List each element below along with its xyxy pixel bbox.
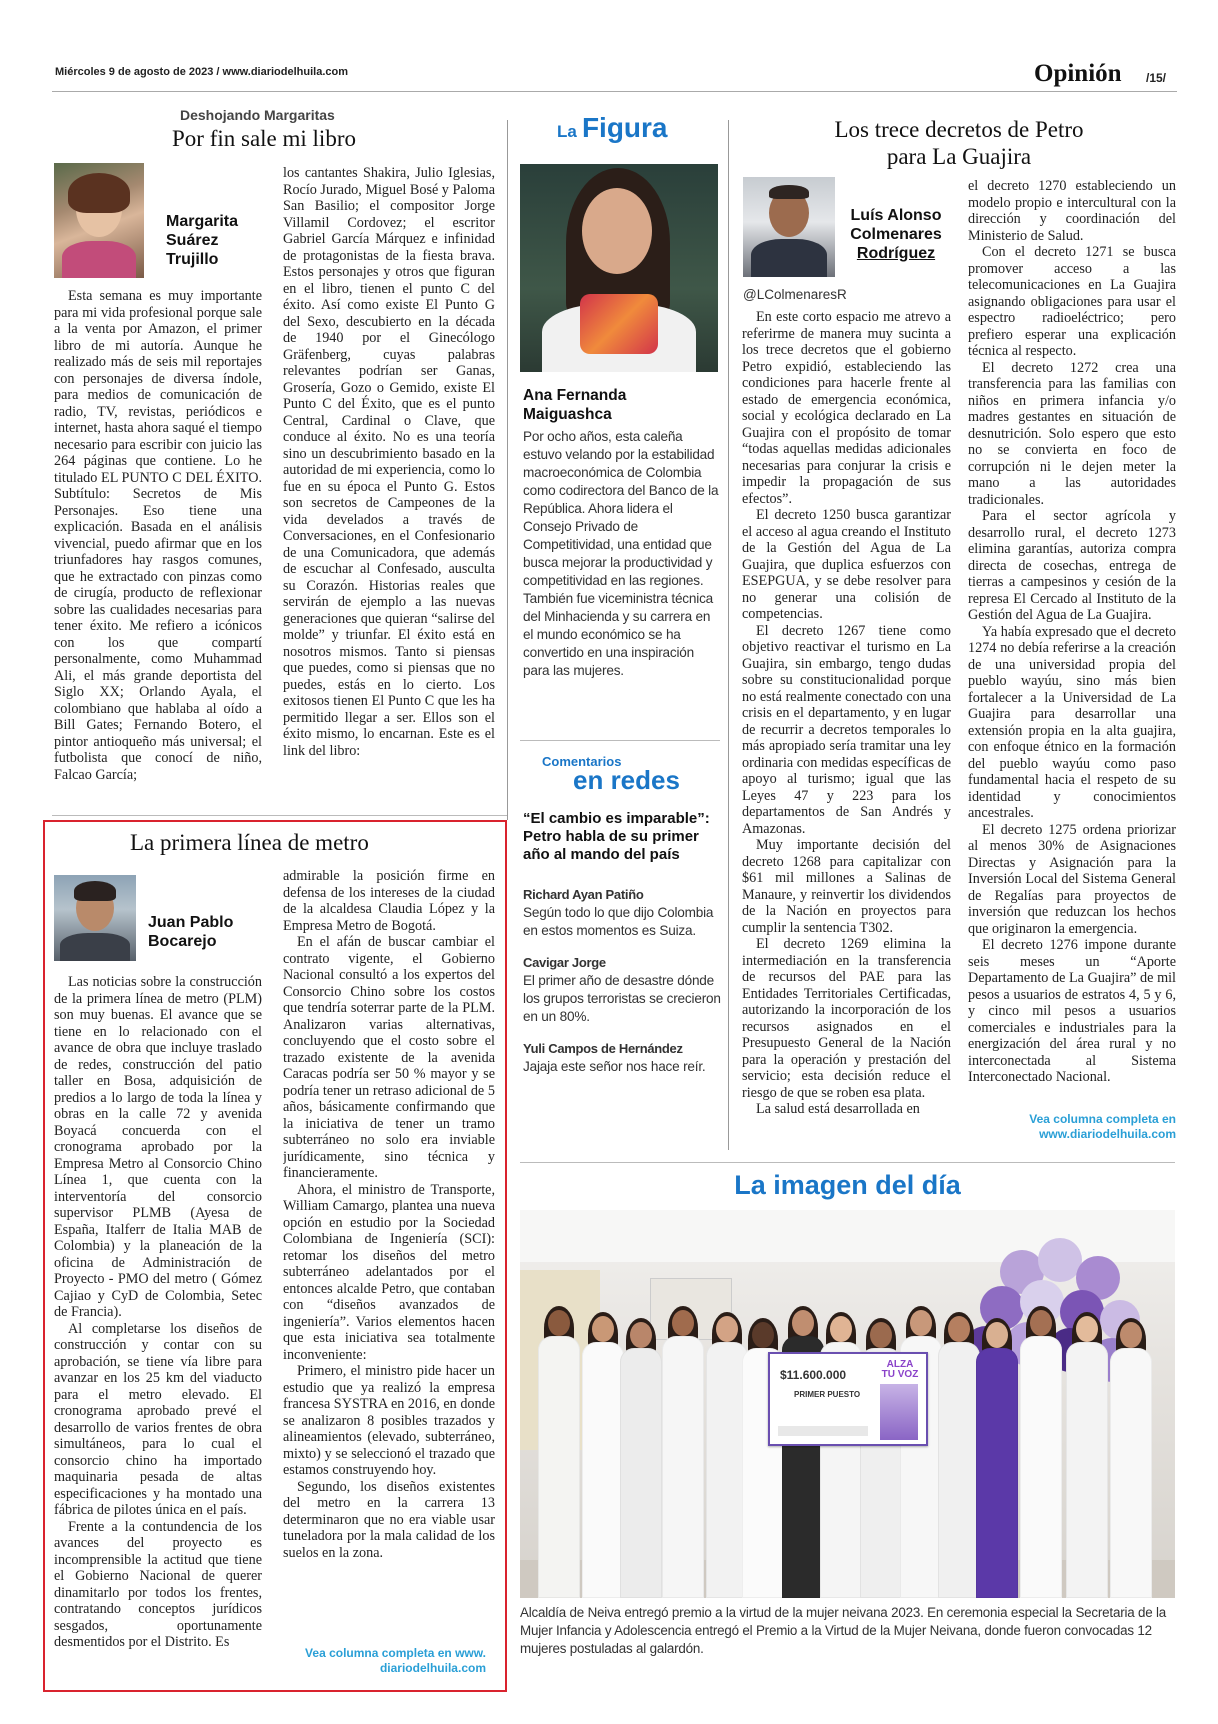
paragraph: Muy importante decisión del decreto 1268 para capitalizar con $61 mil millones a Salinas de Manaure, y reinvertir los dividendos de la Nación en proyectos para cumplir la sentencia T302. [742, 837, 951, 936]
comment-text: Jajaja este señor nos hace reír. [523, 1059, 706, 1074]
column-title: Por fin sale mi libro [172, 126, 356, 151]
article-title-metro: La primera línea de metro [130, 830, 369, 855]
article-body-left [54, 974, 262, 1674]
article-body-right [968, 178, 1176, 1108]
paragraph: Primero, el ministro pide hacer un estudio que ya realizó la empresa francesa SYSTRA en 2016, en donde se analizaron 8 posibles trazados y alineamientos (elevado, subterráneo, mixto) y se seleccionó el trazado que estamos construyendo hoy. [283, 1363, 495, 1478]
comment-user[interactable]: Yuli Campos de Hernández [523, 1041, 683, 1056]
paragraph: El decreto 1276 impone durante seis meses un “Aporte Departamento de La Guajira” de mil pesos a usuarios de estratos 4, 5 y 6, y cinco mil pesos a usuarios comerciales e industriales para la energización del área rural y no interconectada al Sistema Interconectado Nacional. [968, 937, 1176, 1085]
comment-item [523, 954, 721, 1026]
comment-item [523, 886, 721, 940]
paragraph: los cantantes Shakira, Julio Iglesias, Rocío Jurado, Miguel Bosé y Paloma San Basilio; el compositor Jorge Villamil Cordovez; el escritor Gabriel García Márquez e infinidad de protagonistas de la fiesta brava. Estos personajes y otros que figuran en el libro, tienen el punto C del éxito. Así como existe El Punto G del Sexo, descubierto en la década de 1940 por el Ginecólogo Gräfenberg, cuyas palabras relevantes podrían ser Ganas, Grosería, Gozo o Gemido, existe El Punto C del Éxito, que es el punto Central, Cardinal o Clave, que conduce al éxito. No es una teoría sino un descubrimiento basado en la autoridad de mi experiencia, como lo fue en su época el Punto G. Estos son secretos de Campeones de la vida develados a través de Conversaciones, en el Confesionario de una Comunicadora, que además de escuchar al Confesado, ausculta su Corazón. Historias reales que servirán de ejemplo a las nuevas generaciones que quieran “salirse del molde” y triunfar. El éxito está en nosotros mismos. Tanto si piensas que puedes, como si piensas que no puedes, estás en lo cierto. Los exitosos tienen El Punto C que les ha permitido llegar a ser. Ellos son el éxito mismo, lo encarnan. Este es el link del libro: [283, 165, 495, 759]
column-rule-2 [728, 120, 729, 1150]
comment-text: Según todo lo que dijo Colombia en estos momentos es Suiza. [523, 905, 714, 938]
article-body-left [742, 309, 951, 1147]
paragraph: admirable la posición firme en defensa de los intereses de la ciudad de la alcaldesa Claudia López y la Empresa Metro de Bogotá. [283, 868, 495, 934]
column-body-right [283, 165, 495, 810]
imagen-caption: Alcaldía de Neiva entregó premio a la virtud de la mujer neivana 2023. En ceremonia especial la Secretaria de la Mujer Infancia y Adolescencia entregó el Premio a la Virtud de la Mujer Neivana, donde fueron convocadas 12 mujeres postuladas al galardón. [520, 1605, 1167, 1656]
paragraph: El decreto 1269 elimina la intermediación en la transferencia de recursos del PAE para las Entidades Territoriales Certificadas, autorizando la incorporación de los recursos asignados en el Presupuesto General de la Nación para la operación y prestación del servicio; esta decisión reduce el riesgo de que se roben esa plata. [742, 936, 951, 1101]
page-number: /15/ [1146, 71, 1167, 85]
author-name: Juan Pablo Bocarejo [148, 914, 234, 950]
author-photo-colmenares [743, 177, 835, 277]
section-rule-redes [520, 740, 720, 741]
prize-check: $11.600.000 PRIMER PUESTO ALZA TU VOZ [768, 1352, 928, 1446]
paragraph: La salud está desarrollada en [756, 1101, 920, 1117]
figura-name: Ana Fernanda Maiguashca [523, 387, 627, 423]
paragraph: Al completarse los diseños de construcción y contar con su aprobación, se tiene vía libre para avanzar en los 25 km del viaducto para el metro elevado. El cronograma aprobado prevé el desarrollo de varios frentes de obra simultáneos, para lo cual el consorcio chino ha importado maquinaria pesada de altas especificaciones y ha montado una fábrica de pilotes única en el país. [54, 1320, 262, 1518]
paragraph: Para el sector agrícola y desarrollo rural, el decreto 1273 elimina garantías, autoriza compra directa de cosechas, entrega de tierras a campesinos y cesión de la represa El Cercado al Instituto de la Gestión del Agua de La Guajira. [968, 508, 1176, 623]
section-rule-imagen [520, 1162, 1175, 1163]
imagen-title: La imagen del día [734, 1170, 961, 1200]
read-more-link[interactable]: Vea columna completa en www.diariodelhuila.com [1029, 1112, 1176, 1141]
article-title-decretos: Los trece decretos de Petro para La Guajira [834, 117, 1084, 169]
paragraph: El decreto 1272 crea una transferencia para las familias con niños en primera infancia y/o madres gestantes en situación de desnutrición. Solo espero que esto no se convierta en foco de corrupción ni le dejen meter la mano a las autoridades tradicionales. [968, 359, 1176, 508]
column-body-left [54, 288, 262, 808]
header-rule [52, 91, 1177, 92]
paragraph: Las noticias sobre la construcción de la primera línea de metro (PLM) son muy buenas. El avance que se tiene en lo relacionado con el avance de obra que incluye traslado de redes, construcción del patio taller en Bosa, adquisición de predios a lo largo de toda la línea y obras en la calle 72 y avenida Boyacá concuerda con el cronograma aprobado por la Empresa Metro al Consorcio Chino Línea 1, que cuenta con la interventoría del consorcio supervisor PLMB (Ayesa de España, Italferr de Italia MAB de Colombia) y la planeación de la oficina de Administración de Proyecto - PMO del metro ( Gómez Cajiao y CyD de Colombia, Setec de Francia). [54, 974, 262, 1320]
read-more-link[interactable]: Vea columna completa en www. diariodelhuila.com [305, 1646, 486, 1675]
paragraph: Ahora, el ministro de Transporte, William Camargo, plantea una nueva opción en estudio por la Sociedad Colombiana de Ingeniería (SCI): retomar los diseños del metro subterráneo adelantados por el entonces alcalde Petro, que contaban con “diseños avanzados de ingeniería”. Varios elementos hacen que esta iniciativa sea totalmente inconveniente: [283, 1181, 495, 1363]
paragraph: En el afán de buscar cambiar el contrato vigente, el Gobierno Nacional consultó a los expertos del Consorcio Chino sobre los costos que tendría soterrar parte de la PLM. Analizaron varias alternativas, concluyendo que el costo sobre el trazado existente de la avenida Caracas podría ser 50 % mayor y se podría tener un retraso adicional de 5 años, básicamente confirmando que la iniciativa de tener un tramo subterráneo no solo era inviable jurídicamente, sino técnica y financieramente. [283, 934, 495, 1181]
redes-label-big: en redes [573, 765, 680, 795]
redes-label-small: Comentarios [542, 754, 622, 769]
figura-header: La Figura [557, 112, 668, 143]
paragraph: Segundo, los diseños existentes del metro en la carrera 13 determinaron que no era viable usar tuneladora por la mala calidad de los suelos en la zona. [283, 1478, 495, 1561]
author-handle[interactable]: @LColmenaresR [743, 287, 847, 302]
figura-photo [520, 164, 718, 372]
article-body-right [283, 868, 495, 1643]
imagen-photo [520, 1210, 1175, 1598]
section-rule-left [52, 815, 507, 816]
author-photo-bocarejo [54, 875, 136, 961]
comment-text: El primer año de desastre dónde los grupos terroristas se crecieron en un 80%. [523, 973, 721, 1024]
comment-user[interactable]: Richard Ayan Patiño [523, 887, 644, 902]
author-photo-margarita [54, 163, 144, 278]
paragraph: En este corto espacio me atrevo a referirme de manera muy sucinta a los trece decretos que el gobierno Petro expidió, estableciendo las condiciones para hacerle frente al estado de emergencia económica, social y ecológica declarado en La Guajira con el propósito de tomar “todas aquellas medidas adicionales necesarias para conjurar la crisis e impedir la propagación de sus efectos”. [742, 309, 951, 507]
paragraph: Con el decreto 1271 se busca promover acceso a las telecomunicaciones en La Guajira asignando obligaciones para usar el espectro radioeléctrico; pero prefiero esperar una explicación técnica al respecto. [968, 244, 1176, 359]
paragraph: Frente a la contundencia de los avances del proyecto es incomprensible la actitud que tiene el Gobierno Nacional de querer dinamitarlo por todos los frentes, contratando conceptos jurídicos sesgados, oportunamente desmentidos por el Distrito. Es [54, 1518, 262, 1650]
author-name: Luís Alonso Colmenares Rodríguez [850, 207, 942, 262]
paragraph: el decreto 1270 estableciendo un modelo propio e intercultural con la dirección y coordinación del Ministerio de Salud. [968, 178, 1176, 244]
author-name: Margarita Suárez Trujillo [166, 213, 239, 268]
redes-comments [523, 886, 721, 1090]
redes-headline: “El cambio es imparable”: Petro habla de su primer año al mando del país [523, 810, 710, 863]
paragraph: El decreto 1275 ordena priorizar al menos 30% de Asignaciones Directas y Asignación para la Inversión Local del Sistema General de Regalías para proyectos de inversión que reduzcan los hechos que originaron la emergencia. [968, 821, 1176, 937]
section-title: Opinión [1034, 60, 1122, 87]
dateline: Miércoles 9 de agosto de 2023 / www.diariodelhuila.com [55, 66, 349, 78]
paragraph: Esta semana es muy importante para mi vida profesional porque sale a la venta por Amazon, el primer libro de mi autoría. Aunque he realizado más de seis mil reportajes con personajes de diversa índole, para medios de comunicación de radio, TV, revistas, periódicos e internet, hasta ahora saqué el tiempo necesario para escribir con juicio las 264 páginas que contiene. Lo he titulado EL PUNTO C DEL ÉXITO. Subtítulo: Secretos de Mis Personajes. Eso tiene una explicación. Basada en el análisis vivencial, puedo afirmar que en los triunfadores hay rasgos comunes, que he extractado con pinzas como de cirugía, producto de reflexionar sobre las cualidades necesarias para tener éxito. Me refiero a icónicos con los que compartí personalmente, como Muhammad Ali, el más grande deportista del Siglo XX; Orlando Ayala, el colombiano que hablaba al oído a Bill Gates; Fernando Botero, el pintor antioqueño más universal; el futbolista que conocí de niño, Falcao García; [54, 288, 262, 783]
comment-user[interactable]: Cavigar Jorge [523, 955, 606, 970]
paragraph: El decreto 1250 busca garantizar el acceso al agua creando el Instituto de la Gestión del Agua de La Guajira, que duplica esfuerzos con ESEPGUA, y se debe resolver para no generar una colisión de competencias. [742, 507, 951, 622]
paragraph: Ya había expresado que el decreto 1274 no debía referirse a la creación de una universidad propia del pueblo wayúu, sino más bien fortalecer a la Universidad de La Guajira para desarrollar una extensión propia en la alta guajira, con enfoque étnico en la formación del pueblo wayúu como paso fundamental hacia el respeto de su identidad y conocimientos ancestrales. [968, 623, 1176, 821]
paragraph: El decreto 1267 tiene como objetivo reactivar el turismo en La Guajira, sin embargo, tengo dudas sobre su constitucionalidad porque no está realmente conectado con una crisis en el departamento, y en lugar de recurrir a decretos temporales lo más apropiado sería tramitar una ley ordinaria con medidas específicas de apoyo al turismo; igual que las Leyes 47 y 223 para los departamentos de San Andrés y Amazonas. [742, 622, 951, 837]
column-kicker: Deshojando Margaritas [180, 107, 335, 123]
figura-text: Por ocho años, esta caleña estuvo velando por la estabilidad macroeconómica de Colombia como codirectora del Banco de la República. Ahora lidera el Consejo Privado de Competitividad, una entidad que busca mejorar la productividad y competitividad en las regiones. También fue viceministra técnica del Minhacienda y su carrera en el mundo económico se ha convertido en una inspiración para las mujeres. [523, 429, 719, 678]
column-rule-1 [507, 120, 508, 820]
comment-item [523, 1040, 721, 1076]
